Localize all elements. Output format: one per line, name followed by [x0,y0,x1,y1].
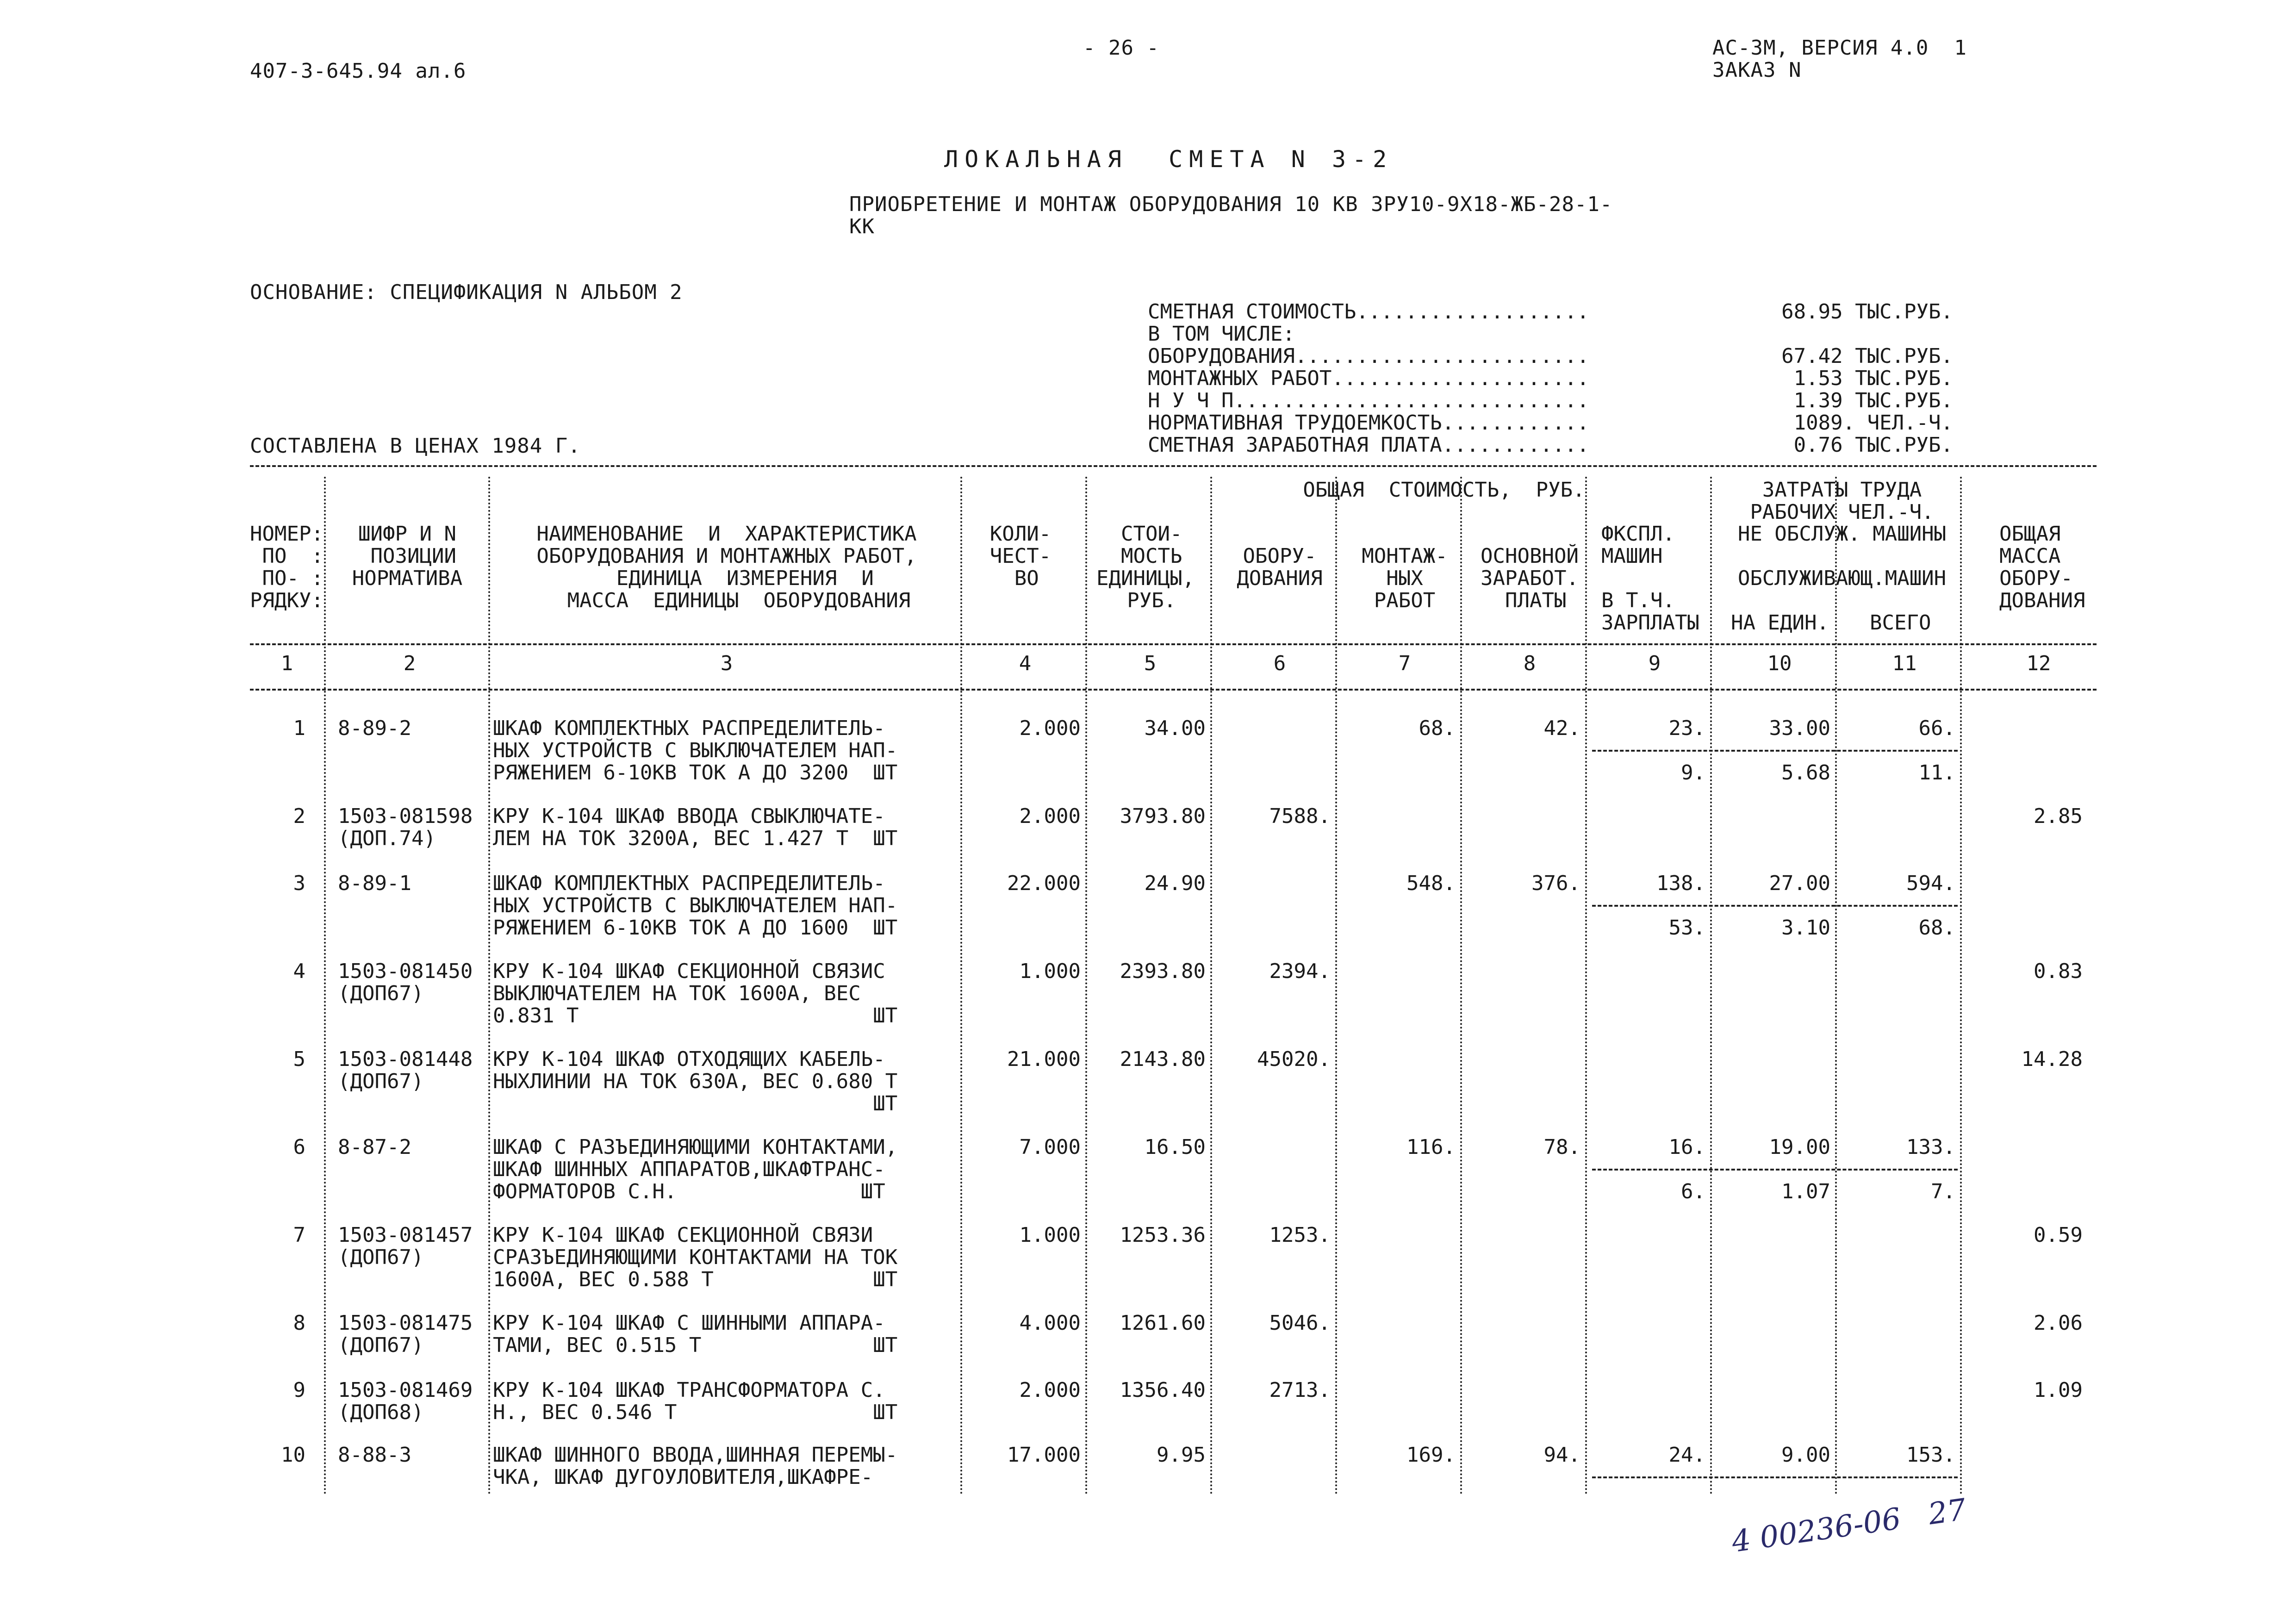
column-number: 6 [1273,652,1286,675]
column-separator [1710,477,1712,1495]
base-wages: 42. [1543,716,1580,740]
header-equipment: ОБОРУ- ДОВАНИЯ [1237,544,1323,590]
machine-cost: 24. [1668,1443,1705,1467]
equipment-cost: 2394. [1269,959,1331,983]
installation-cost: 116. [1406,1135,1456,1159]
labor-per-unit: 9.00 [1781,1443,1830,1467]
item-name-line: ШКАФ ШИННЫХ АППАРАТОВ,ШКАФТРАНС- [493,1158,885,1181]
column-number: 10 [1767,652,1792,675]
column-number: 1 [280,652,293,675]
norm-code: 1503-081450 [338,959,473,983]
column-number: 11 [1892,652,1917,675]
row-number: 8 [293,1311,305,1335]
quantity: 2.000 [1019,716,1081,740]
row-number: 6 [293,1135,305,1159]
machine-wages: 6. [1681,1180,1705,1203]
norm-code-note: (ДОП.74) [338,827,436,850]
estimate-title: ЛОКАЛЬНАЯ СМЕТА N 3-2 [944,146,1394,173]
column-number: 8 [1523,652,1536,675]
norm-code: 8-88-3 [338,1443,411,1467]
item-name-line: ФОРМАТОРОВ С.Н. ШТ [493,1180,885,1203]
equipment-cost: 1253. [1269,1223,1331,1247]
norm-code-note: (ДОП67) [338,1246,424,1269]
unit-cost: 34.00 [1144,716,1206,740]
item-name-line: КРУ К-104 ШКАФ СЕКЦИОННОЙ СВЯЗИС [493,959,885,983]
equipment-mass: 2.85 [2034,804,2083,828]
row-number: 1 [293,716,305,740]
header-quantity: КОЛИ- ЧЕСТ- ВО [989,522,1052,590]
labor-per-unit: 27.00 [1769,872,1830,895]
item-name-line: КРУ К-104 ШКАФ ТРАНСФОРМАТОРА С. [493,1378,885,1402]
summary-label: В ТОМ ЧИСЛЕ: [1148,322,1295,346]
header-installation: МОНТАЖ- НЫХ РАБОТ [1362,544,1448,612]
summary-label: ОБОРУДОВАНИЯ........................ [1148,344,1589,368]
basis-line: ОСНОВАНИЕ: СПЕЦИФИКАЦИЯ N АЛЬБОМ 2 [250,280,683,304]
estimate-subtitle: ПРИОБРЕТЕНИЕ И МОНТАЖ ОБОРУДОВАНИЯ 10 КВ ЗРУ10-9Х18-ЖБ-28-1- [849,193,1613,216]
column-number: 3 [720,652,733,675]
row-number: 10 [281,1443,305,1467]
equipment-cost: 7588. [1269,804,1331,828]
machine-labor-total: 11. [1918,761,1955,785]
item-name-line: 1600А, ВЕС 0.588 Т ШТ [493,1268,898,1291]
machine-cost: 23. [1668,716,1705,740]
item-name-line: КРУ К-104 ШКАФ ОТХОДЯЩИХ КАБЕЛЬ- [493,1047,885,1071]
prices-year: СОСТАВЛЕНА В ЦЕНАХ 1984 Г. [250,434,581,458]
header-machines: ФКСПЛ. МАШИН В Т.Ч. ЗАРПЛАТЫ [1601,522,1699,635]
subtotal-dash-rule [1592,1169,1958,1171]
order-label: ЗАКАЗ N [1712,58,1802,82]
quantity: 2.000 [1019,804,1081,828]
norm-code: 8-89-1 [338,872,411,895]
colnum-bottom-rule [250,689,2097,691]
summary-value: 1089. ЧЕЛ.-Ч. [1793,411,1953,435]
document-code: 407-3-645.94 ал.6 [250,59,467,83]
machine-wages: 9. [1681,761,1705,785]
summary-value: 1.53 ТЫС.РУБ. [1793,367,1953,390]
header-code: ШИФР И N ПОЗИЦИИ НОРМАТИВА [352,522,463,590]
row-number: 7 [293,1223,305,1247]
column-separator [960,477,962,1495]
installation-cost: 68. [1419,716,1456,740]
subtotal-dash-rule [1592,750,1958,752]
column-separator [488,477,490,1495]
equipment-mass: 0.83 [2034,959,2083,983]
header-row-number: НОМЕР: ПО : ПО- : РЯДКУ: [250,522,324,612]
row-number: 4 [293,959,305,983]
row-number: 2 [293,804,305,828]
column-number: 7 [1398,652,1411,675]
item-name-line: КРУ К-104 ШКАФ С ШИННЫМИ АППАРА- [493,1311,885,1335]
column-separator [1460,477,1462,1495]
column-separator [1085,477,1087,1495]
machine-labor-total: 7. [1931,1180,1955,1203]
base-wages: 94. [1543,1443,1580,1467]
machine-labor-per-unit: 5.68 [1781,761,1830,785]
summary-value: 0.76 ТЫС.РУБ. [1793,433,1953,457]
column-separator [324,477,326,1495]
installation-cost: 548. [1406,872,1456,895]
subtotal-dash-rule [1592,1476,1958,1478]
header-mass: ОБЩАЯ МАССА ОБОРУ- ДОВАНИЯ [1999,522,2085,612]
column-number: 2 [403,652,416,675]
item-name-line: 0.831 Т ШТ [493,1004,898,1028]
equipment-mass: 1.09 [2034,1378,2083,1402]
item-name-line: РЯЖЕНИЕМ 6-10КВ ТОК А ДО 1600 ШТ [493,916,898,940]
item-name-line: ТАМИ, ВЕС 0.515 Т ШТ [493,1333,898,1357]
summary-label: МОНТАЖНЫХ РАБОТ..................... [1148,367,1589,390]
installation-cost: 169. [1406,1443,1456,1467]
labor-per-unit: 33.00 [1769,716,1830,740]
row-number: 9 [293,1378,305,1402]
norm-code: 1503-081598 [338,804,473,828]
norm-code: 1503-081475 [338,1311,473,1335]
unit-cost: 2143.80 [1120,1047,1206,1071]
base-wages: 78. [1543,1135,1580,1159]
header-base-wages: ОСНОВНОЙ ЗАРАБОТ. ПЛАТЫ [1481,544,1579,612]
labor-total: 594. [1906,872,1955,895]
item-name-line: СРАЗЪЕДИНЯЮЩИМИ КОНТАКТАМИ НА ТОК [493,1246,898,1269]
column-separator [1960,477,1962,1495]
quantity: 1.000 [1019,959,1081,983]
item-name-line: НЫХЛИНИИ НА ТОК 630А, ВЕС 0.680 Т [493,1070,898,1093]
item-name-line: КРУ К-104 ШКАФ ВВОДА СВЫКЛЮЧАТЕ- [493,804,885,828]
unit-cost: 2393.80 [1120,959,1206,983]
machine-cost: 138. [1656,872,1705,895]
unit-cost: 1253.36 [1120,1223,1206,1247]
column-separator [1835,477,1837,1495]
column-number: 5 [1144,652,1157,675]
subtotal-dash-rule [1592,905,1958,907]
item-name-line: НЫХ УСТРОЙСТВ С ВЫКЛЮЧАТЕЛЕМ НАП- [493,894,898,917]
page-number: - 26 - [1083,36,1159,60]
labor-total: 153. [1906,1443,1955,1467]
row-number: 3 [293,872,305,895]
header-name: НАИМЕНОВАНИЕ И ХАРАКТЕРИСТИКА ОБОРУДОВАНИЯ И МОНТАЖНЫХ РАБОТ, ЕДИНИЦА ИЗМЕРЕНИЯ И МАССА ЕДИНИЦЫ ОБОРУДОВАНИЯ [536,522,917,612]
column-separator [1585,477,1587,1495]
summary-label: НОРМАТИВНАЯ ТРУДОЕМКОСТЬ............ [1148,411,1589,435]
summary-label: СМЕТНАЯ ЗАРАБОТНАЯ ПЛАТА............ [1148,433,1589,457]
item-name-line: ВЫКЛЮЧАТЕЛЕМ НА ТОК 1600А, ВЕС [493,982,861,1005]
equipment-cost: 5046. [1269,1311,1331,1335]
summary-value: 1.39 ТЫС.РУБ. [1793,389,1953,412]
machine-labor-per-unit: 1.07 [1781,1180,1830,1203]
norm-code: 8-87-2 [338,1135,411,1159]
column-separator [1210,477,1212,1495]
norm-code-note: (ДОП68) [338,1401,424,1424]
equipment-mass: 14.28 [2021,1047,2083,1071]
column-number: 9 [1648,652,1661,675]
machine-labor-per-unit: 3.10 [1781,916,1830,940]
item-name-line: ЧКА, ШКАФ ДУГОУЛОВИТЕЛЯ,ШКАФРЕ- [493,1465,873,1489]
machine-wages: 53. [1668,916,1705,940]
machine-labor-total: 68. [1918,916,1955,940]
item-name-line: ШКАФ КОМПЛЕКТНЫХ РАСПРЕДЕЛИТЕЛЬ- [493,872,885,895]
equipment-mass: 0.59 [2034,1223,2083,1247]
quantity: 17.000 [1007,1443,1081,1467]
header-bottom-rule [250,643,2097,645]
handwritten-note: 4 00236-06 27 [1730,1492,1968,1560]
column-number: 4 [1019,652,1032,675]
header-labor-group: ЗАТРАТЫ ТРУДА РАБОЧИХ ЧЕЛ.-Ч. [1750,478,1934,524]
quantity: 21.000 [1007,1047,1081,1071]
base-wages: 376. [1531,872,1580,895]
norm-code-note: (ДОП67) [338,1333,424,1357]
item-name-line: ШКАФ ШИННОГО ВВОДА,ШИННАЯ ПЕРЕМЫ- [493,1443,898,1467]
row-number: 5 [293,1047,305,1071]
table-top-rule [250,465,2097,467]
header-unit-cost: СТОИ- МОСТЬ ЕДИНИЦЫ, РУБ. [1096,522,1195,612]
item-name-line: РЯЖЕНИЕМ 6-10КВ ТОК А ДО 3200 ШТ [493,761,898,785]
equipment-cost: 2713. [1269,1378,1331,1402]
quantity: 1.000 [1019,1223,1081,1247]
quantity: 2.000 [1019,1378,1081,1402]
summary-value: 68.95 ТЫС.РУБ. [1781,300,1953,324]
item-name-line: КРУ К-104 ШКАФ СЕКЦИОННОЙ СВЯЗИ [493,1223,873,1247]
column-separator [1335,477,1337,1495]
unit-cost: 24.90 [1144,872,1206,895]
norm-code: 1503-081469 [338,1378,473,1402]
header-per-unit: НА ЕДИН. [1731,611,1829,635]
software-version: АС-3М, ВЕРСИЯ 4.0 1 [1712,36,1967,60]
labor-total: 66. [1918,716,1955,740]
equipment-mass: 2.06 [2034,1311,2083,1335]
header-total-cost-group: ОБЩАЯ СТОИМОСТЬ, РУБ. [1303,478,1585,502]
item-name-line: ШКАФ С РАЗЪЕДИНЯЮЩИМИ КОНТАКТАМИ, [493,1135,898,1159]
labor-per-unit: 19.00 [1769,1135,1830,1159]
item-name-line: НЫХ УСТРОЙСТВ С ВЫКЛЮЧАТЕЛЕМ НАП- [493,739,898,762]
equipment-cost: 45020. [1257,1047,1331,1071]
estimate-subtitle-cont: КК [849,215,875,238]
header-labor-machines: НЕ ОБСЛУЖ. МАШИНЫ ОБСЛУЖИВАЮЩ.МАШИН [1737,522,1947,590]
quantity: 22.000 [1007,872,1081,895]
labor-total: 133. [1906,1135,1955,1159]
item-name-line: Н., ВЕС 0.546 Т ШТ [493,1401,898,1424]
norm-code: 1503-081457 [338,1223,473,1247]
summary-label: СМЕТНАЯ СТОИМОСТЬ................... [1148,300,1589,324]
norm-code: 1503-081448 [338,1047,473,1071]
quantity: 4.000 [1019,1311,1081,1335]
norm-code-note: (ДОП67) [338,982,424,1005]
quantity: 7.000 [1019,1135,1081,1159]
summary-value: 67.42 ТЫС.РУБ. [1781,344,1953,368]
machine-cost: 16. [1668,1135,1705,1159]
unit-cost: 16.50 [1144,1135,1206,1159]
unit-cost: 1261.60 [1120,1311,1206,1335]
item-name-line: ЛЕМ НА ТОК 3200А, ВЕС 1.427 Т ШТ [493,827,898,850]
column-number: 12 [2026,652,2051,675]
item-name-line: ШКАФ КОМПЛЕКТНЫХ РАСПРЕДЕЛИТЕЛЬ- [493,716,885,740]
unit-cost: 1356.40 [1120,1378,1206,1402]
summary-label: Н У Ч П............................. [1148,389,1589,412]
norm-code: 8-89-2 [338,716,411,740]
norm-code-note: (ДОП67) [338,1070,424,1093]
item-name-line: ШТ [493,1092,898,1115]
unit-cost: 3793.80 [1120,804,1206,828]
header-total: ВСЕГО [1870,611,1931,635]
unit-cost: 9.95 [1157,1443,1206,1467]
